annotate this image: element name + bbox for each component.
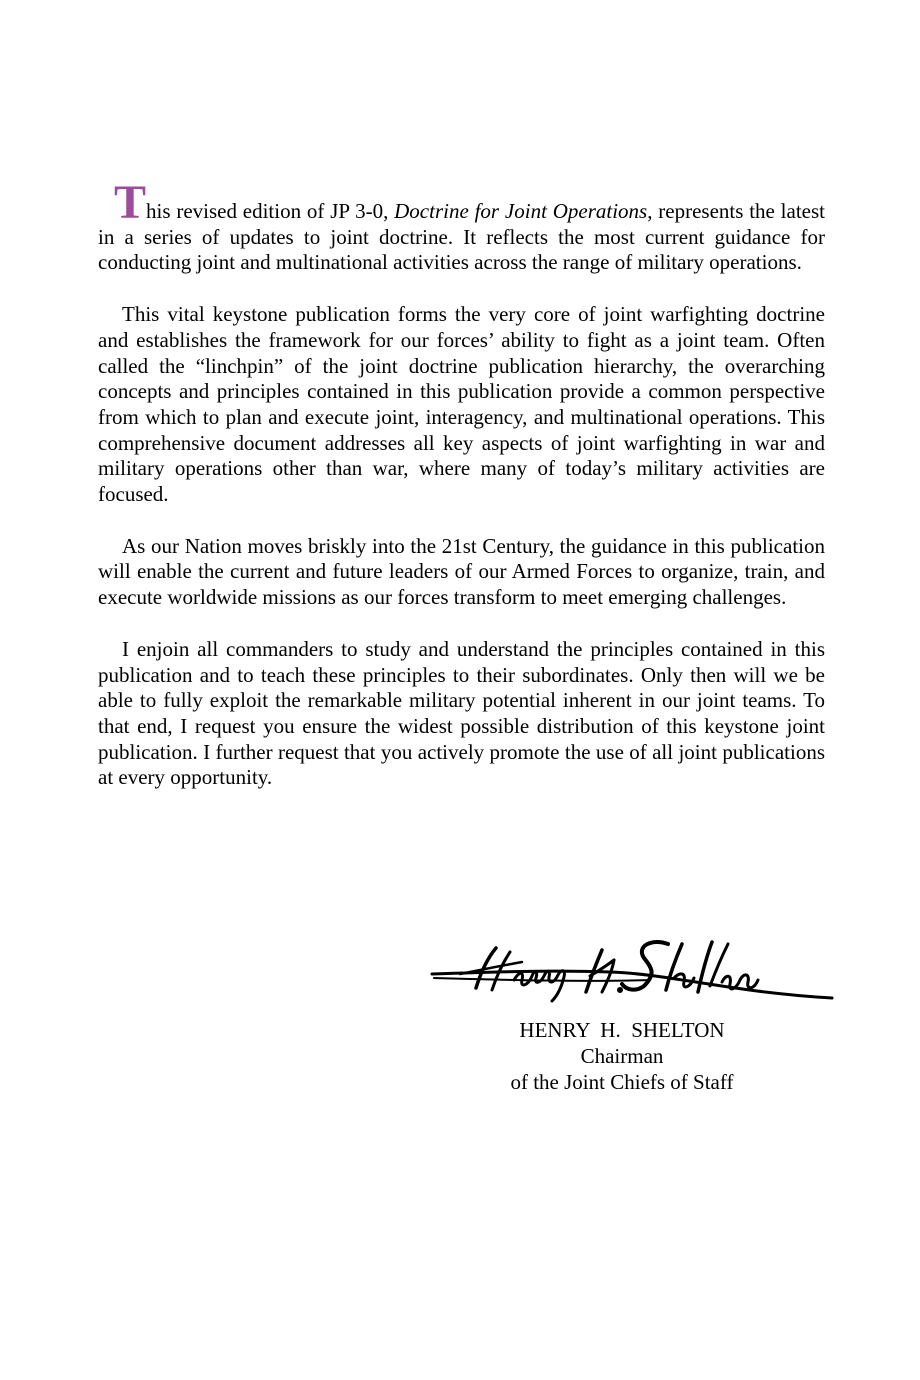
signature	[430, 930, 836, 1008]
paragraph-2: This vital keystone publication forms the very core of joint warfighting doctrine and establishes the framework for our forces’ ability to fight as a joint team. Often called the “linchpin” of the joint doctrine publication hierarchy, the overarching concepts and principles contained in this publication provide a common perspective from which to plan and execute joint, interagency, and multinational operations. This comprehensive document addresses all key aspects of joint warfighting in war and military operations other than war, where many of today’s military activities are focused.	[98, 302, 825, 507]
paragraph-1-text-b: , represents the latest in a series of updates to joint doctrine. It reflects the most current guidance for conducting joint and multinational activities across the range of military operations.	[98, 199, 825, 275]
paragraph-1-text-a: his revised edition of JP 3-0,	[146, 199, 395, 223]
publication-title: Doctrine for Joint Operations	[394, 199, 648, 223]
paragraph-3: As our Nation moves briskly into the 21st Century, the guidance in this publication will enable the current and future leaders of our Armed Forces to organize, train, and execute worldwide missions as our forces transform to meet emerging challenges.	[98, 533, 825, 610]
signatory-organization: of the Joint Chiefs of Staff	[510, 1070, 734, 1094]
signatory-name: HENRY H. SHELTON	[519, 1018, 725, 1042]
signatory-title: Chairman	[580, 1044, 664, 1068]
handwritten-signature-icon	[430, 930, 836, 1008]
letter-body	[98, 176, 825, 817]
paragraph-1	[98, 176, 825, 276]
drop-cap: T	[114, 176, 147, 229]
paragraph-4: I enjoin all commanders to study and understand the principles contained in this publication and to teach these principles to their subordinates. Only then will we be able to fully exploit the remarkable military potential inherent in our joint teams. To that end, I request you ensure the widest possible distribution of this keystone joint publication. I further request that you actively promote the use of all joint publications at every opportunity.	[98, 636, 825, 790]
signatory-block	[402, 1017, 842, 1095]
